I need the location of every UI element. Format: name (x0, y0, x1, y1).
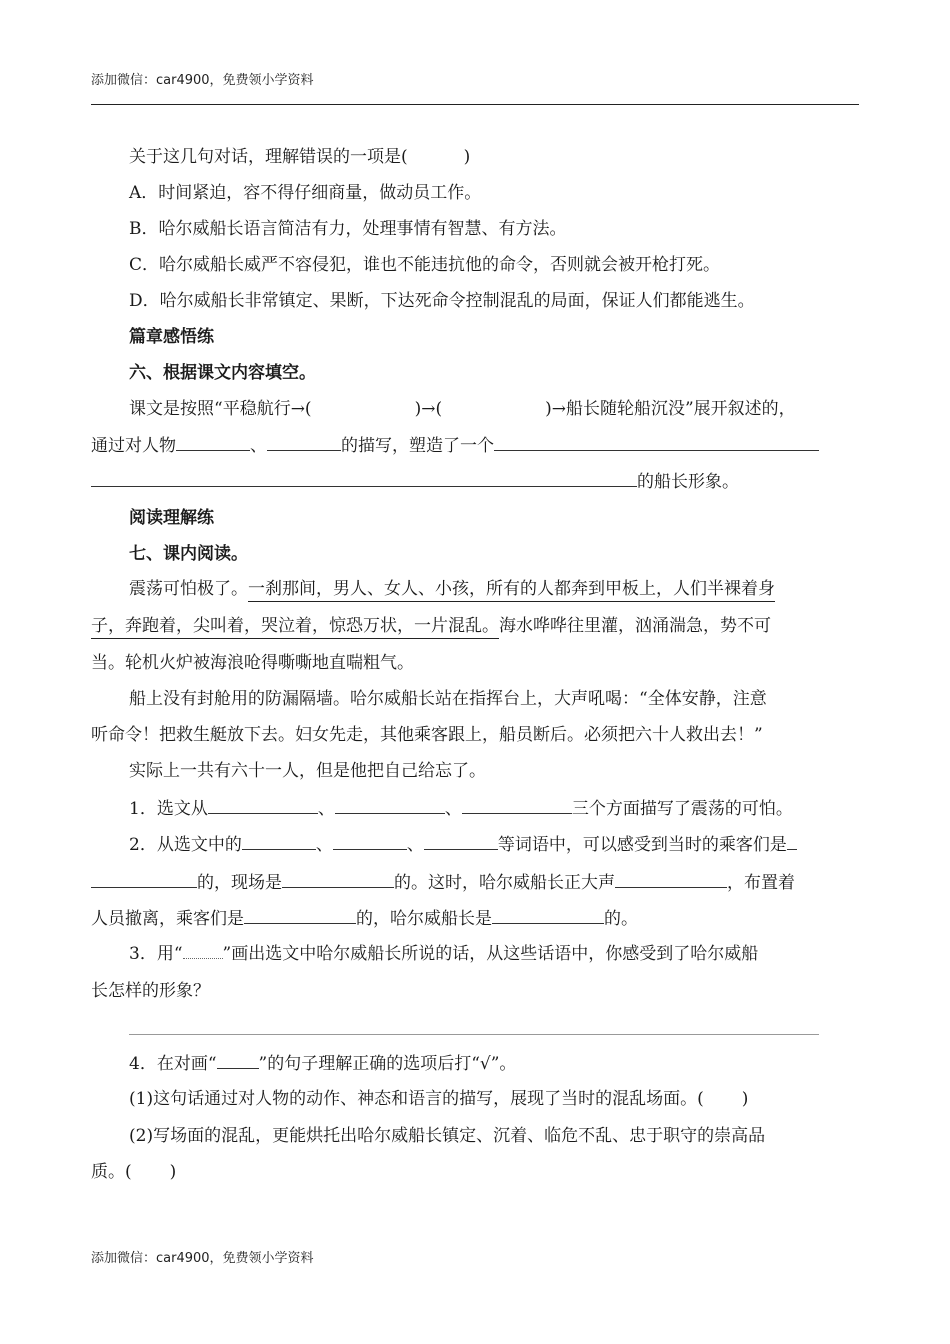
subq-4-text: ”的句子理解正确的选项后打“√”。 (258, 1054, 517, 1074)
passage-text: 震荡可怕极了。 (129, 579, 248, 599)
stem-end: ) (463, 147, 471, 167)
sep: 、 (444, 799, 462, 819)
subq-4 (129, 1052, 516, 1075)
subq-1-blank-1[interactable] (208, 797, 318, 814)
subq-2-blank-8[interactable] (492, 907, 604, 924)
q6-text-e: 、 (250, 436, 267, 456)
subq-1-blank-3[interactable] (462, 797, 572, 814)
sep: 、 (317, 799, 335, 819)
subq-2-text: 2．从选文中的 (129, 835, 242, 855)
q7-title: 七、课内阅读。 (129, 544, 248, 564)
subq-2-blank-5[interactable] (282, 871, 394, 888)
passage-p2-line1: 船上没有封舱用的防漏隔墙。哈尔威船长站在指挥台上，大声吼喝：“全体安静，注意 (129, 689, 767, 709)
q6-blank-4[interactable] (267, 434, 341, 451)
subq-2-text: 的，现场是 (197, 873, 282, 893)
subq-2-line1 (129, 833, 797, 856)
subq-2-line3 (91, 907, 638, 930)
subq-2-text: 的。 (604, 909, 638, 929)
subq-2-blank-6[interactable] (615, 871, 727, 888)
straight-line-icon (217, 1052, 259, 1069)
subq-3-line2: 长怎样的形象？ (91, 981, 210, 1001)
q6-line-1 (129, 398, 796, 420)
subq-2-text: 的，哈尔威船长是 (356, 909, 492, 929)
subq-4-option-2-cont (91, 1161, 176, 1183)
section-title-reading: 阅读理解练 (129, 508, 214, 528)
subq-2-blank-7[interactable] (244, 907, 356, 924)
subq-3-text: 3．用“ (129, 944, 183, 964)
subq-3-text: ”画出选文中哈尔威船长所说的话，从这些话语中，你感受到了哈尔威船 (222, 944, 759, 964)
subq-2-text: 的。这时，哈尔威船长正大声 (394, 873, 615, 893)
answer-line[interactable] (129, 1034, 819, 1035)
q6-text-a: 课文是按照“平稳航行→( (129, 399, 312, 419)
q6-line-3 (91, 470, 739, 493)
q6-line-2 (91, 434, 819, 457)
subq-2-text: 人员撤离，乘客们是 (91, 909, 244, 929)
subq-2-blank-3[interactable] (424, 833, 498, 850)
option-b: B．哈尔威船长语言简洁有力，处理事情有智慧、有方法。 (129, 219, 567, 239)
subq-2-blank-4b[interactable] (91, 871, 197, 888)
passage-p3: 实际上一共有六十一人，但是他把自己给忘了。 (129, 761, 486, 781)
q6-blank-3[interactable] (176, 434, 250, 451)
paren-end: ) (169, 1162, 177, 1182)
q6-text-b: )→( (414, 399, 443, 419)
subq-2-line2 (91, 871, 795, 894)
subq-2-text: 等词语中，可以感受到当时的乘客们是 (497, 835, 787, 855)
subq-4-text: 4．在对画“ (129, 1054, 217, 1074)
option-d: D．哈尔威船长非常镇定、果断，下达死命令控制混乱的局面，保证人们都能逃生。 (129, 291, 755, 311)
subq-2-blank-2[interactable] (333, 833, 407, 850)
section-title-article: 篇章感悟练 (129, 327, 214, 347)
question-stem (129, 146, 470, 168)
option-text: (1)这句话通过对人物的动作、神态和语言的描写，展现了当时的混乱场面。( (129, 1089, 704, 1109)
option-c: C．哈尔威船长威严不容侵犯，谁也不能违抗他的命令，否则就会被开枪打死。 (129, 255, 721, 275)
underlined-sentence-end: 子，奔跑着，尖叫着，哭泣着，惊恐万状，一片混乱。 (91, 616, 499, 639)
sep: 、 (406, 835, 424, 855)
q6-blank-6[interactable] (91, 470, 637, 487)
stem-text: 关于这几句对话，理解错误的一项是( (129, 147, 408, 167)
page-header: 添加微信：car4900，免费领小学资料 (91, 73, 314, 88)
sep: 、 (315, 835, 333, 855)
subq-4-option-2: (2)写场面的混乱，更能烘托出哈尔威船长镇定、沉着、临危不乱、忠于职守的崇高品 (129, 1126, 766, 1146)
subq-1 (129, 797, 793, 820)
option-text: 质。( (91, 1162, 132, 1182)
subq-4-option-1 (129, 1088, 748, 1110)
q6-text-c: )→船长随轮船沉没”展开叙述的， (545, 399, 796, 419)
passage-p1-line1 (129, 578, 775, 600)
header-rule (91, 104, 859, 105)
subq-2-blank-4a[interactable] (787, 833, 797, 850)
q6-text-g: 的船长形象。 (637, 472, 739, 492)
passage-p1-line2 (91, 615, 771, 637)
q6-blank-5[interactable] (494, 434, 819, 451)
q6-text-d: 通过对人物 (91, 436, 176, 456)
underlined-sentence: 一刹那间，男人、女人、小孩，所有的人都奔到甲板上，人们半裸着身 (248, 579, 775, 602)
passage-p2-line2: 听命令！把救生艇放下去。妇女先走，其他乘客跟上，船员断后。必须把六十人救出去！” (91, 725, 763, 745)
subq-1-text: 1．选文从 (129, 799, 208, 819)
wavy-line-icon (183, 944, 223, 959)
paren-end: ) (741, 1089, 749, 1109)
subq-3-line1 (129, 943, 758, 965)
q6-title: 六、根据课文内容填空。 (129, 363, 316, 383)
subq-2-blank-1[interactable] (242, 833, 316, 850)
page-footer: 添加微信：car4900，免费领小学资料 (91, 1251, 314, 1266)
q6-text-f: 的描写，塑造了一个 (341, 436, 494, 456)
option-a: A．时间紧迫，容不得仔细商量，做动员工作。 (129, 183, 482, 203)
passage-p1-line3: 当。轮机火炉被海浪呛得嘶嘶地直喘粗气。 (91, 653, 414, 673)
subq-1-blank-2[interactable] (335, 797, 445, 814)
subq-1-text-end: 三个方面描写了震荡的可怕。 (571, 799, 793, 819)
subq-2-text: ，布置着 (727, 873, 795, 893)
passage-text: 海水哗哗往里灌，汹涌湍急，势不可 (499, 616, 771, 636)
